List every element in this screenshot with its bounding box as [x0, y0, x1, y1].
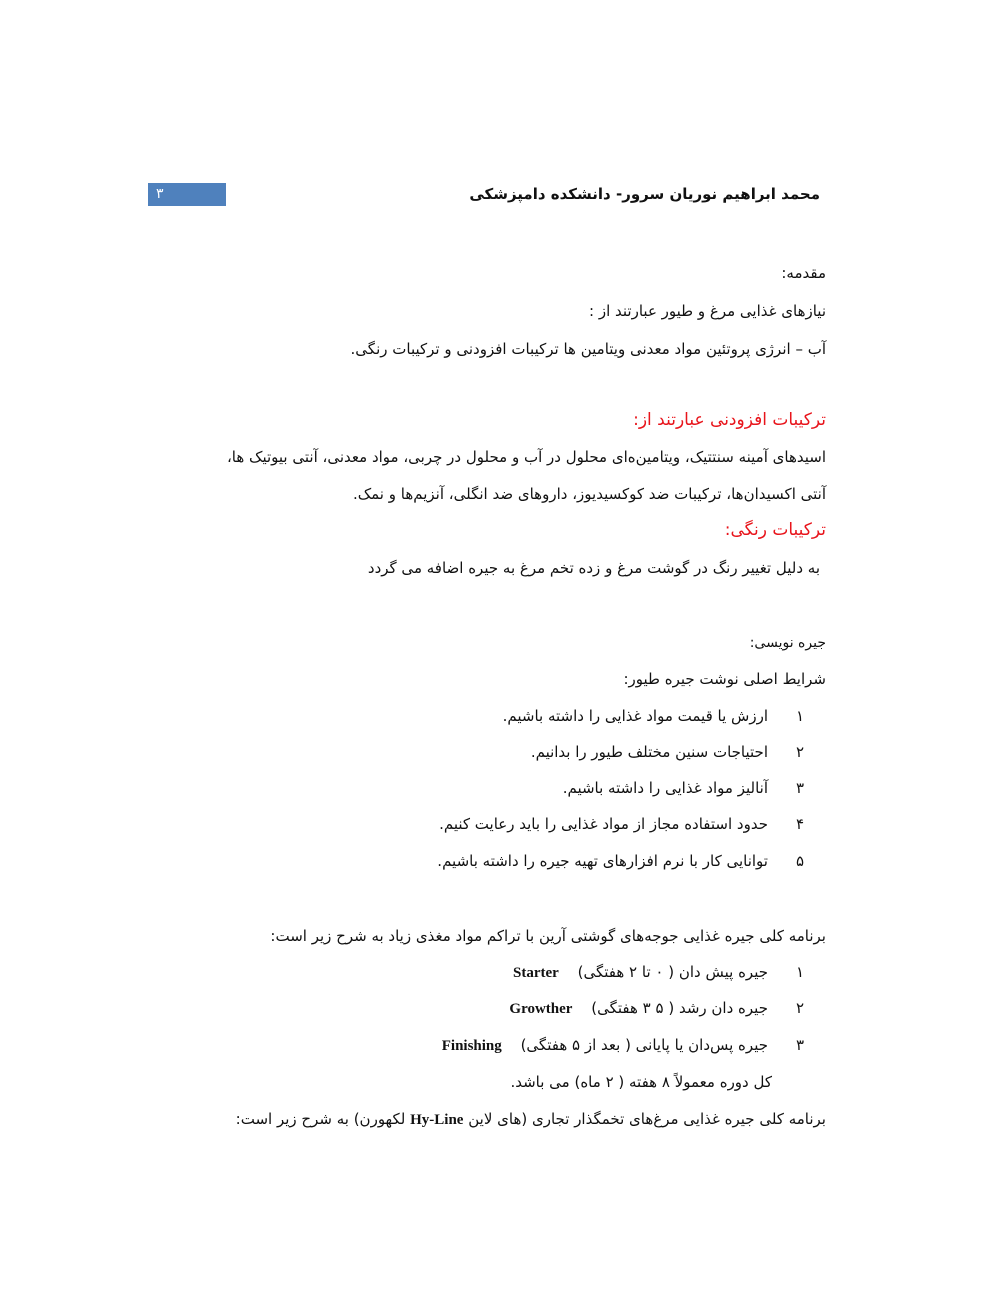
list-item [503, 705, 804, 727]
layer-text-before: برنامه کلی جیره غذایی مرغ‌های تخمگذار تجاری (های لاین [468, 1110, 826, 1128]
list-item-number: ۲ [795, 743, 804, 761]
layer-line [236, 1108, 826, 1131]
list-item [437, 850, 804, 872]
ration-heading: جیره نویسی: [749, 635, 826, 651]
pigments-line-1: به دلیل تغییر رنگ در گوشت مرغ و زده تخم مرغ به جیره اضافه می گردد [367, 559, 820, 577]
list-item-text: ارزش یا قیمت مواد غذایی را داشته باشیم. [502, 707, 768, 725]
list-item [531, 741, 804, 763]
additives-line-1: اسیدهای آمینه سنتتیک، ویتامین‌ه‌ای محلول در آب و محلول در چربی، مواد معدنی، آنتی بیوتیک ها، [226, 448, 826, 466]
page-number-badge [148, 183, 226, 206]
intro-line-2: آب – انرژی پروتئین مواد معدنی ویتامین ها ترکیبات افزودنی و ترکیبات رنگی. [350, 340, 826, 358]
additives-heading: ترکیبات افزودنی عبارتند از: [633, 410, 826, 430]
intro-line-1: نیازهای غذایی مرغ و طیور عبارتند از : [589, 302, 826, 320]
list-item [439, 813, 804, 835]
list-item-number: ۱ [795, 963, 804, 981]
broiler-heading: برنامه کلی جیره غذایی جوجه‌های گوشتی آرین با تراکم مواد مغذی زیاد به شرح زیر است: [270, 927, 826, 945]
list-item-latin: Growther [509, 1001, 573, 1017]
list-item [513, 961, 804, 984]
list-item-number: ۵ [795, 852, 804, 870]
layer-text-after: لکهورن) به شرح زیر است: [235, 1110, 406, 1128]
list-item-number: ۲ [795, 999, 804, 1017]
list-item-text: حدود استفاده مجاز از مواد غذایی را باید رعایت کنیم. [439, 815, 768, 833]
list-item-text: آنالیز مواد غذایی را داشته باشیم. [562, 779, 768, 797]
list-item-number: ۳ [795, 779, 804, 797]
page-number: ۳ [156, 186, 164, 202]
broiler-note: کل دوره معمولاً ۸ هفته ( ۲ ماه) می باشد. [510, 1073, 772, 1091]
list-item-text: توانایی کار با نرم افزارهای تهیه جیره را داشته باشیم. [437, 852, 768, 870]
list-item [442, 1034, 804, 1057]
ration-subheading: شرایط اصلی نوشت جیره طیور: [623, 670, 826, 688]
list-item-number: ۱ [795, 707, 804, 725]
list-item-text: جیره پیش دان ( ۰ تا ۲ هفتگی) [577, 963, 768, 981]
list-item-number: ۴ [795, 815, 804, 833]
list-item [509, 997, 804, 1020]
pigments-heading: ترکیبات رنگی: [724, 520, 826, 540]
list-item-text: جیره دان رشد ( ۵ ۳ هفتگی) [591, 999, 768, 1017]
list-item-latin: Finishing [441, 1038, 502, 1054]
layer-latin: Hy-Line [410, 1112, 464, 1128]
intro-heading: مقدمه: [781, 264, 826, 282]
list-item-text: جیره پس‌دان یا پایانی ( بعد از ۵ هفتگی) [520, 1036, 768, 1054]
additives-line-2: آنتی اکسیدان‌ها، ترکیبات ضد کوکسیدیوز، داروهای ضد انگلی، آنزیم‌ها و نمک. [352, 485, 826, 503]
list-item [563, 777, 804, 799]
author-line: محمد ابراهیم نوریان سرور- دانشکده دامپزشکی [469, 185, 820, 203]
list-item-latin: Starter [513, 965, 559, 981]
list-item-text: احتیاجات سنین مختلف طیور را بدانیم. [530, 743, 768, 761]
list-item-number: ۳ [795, 1036, 804, 1054]
